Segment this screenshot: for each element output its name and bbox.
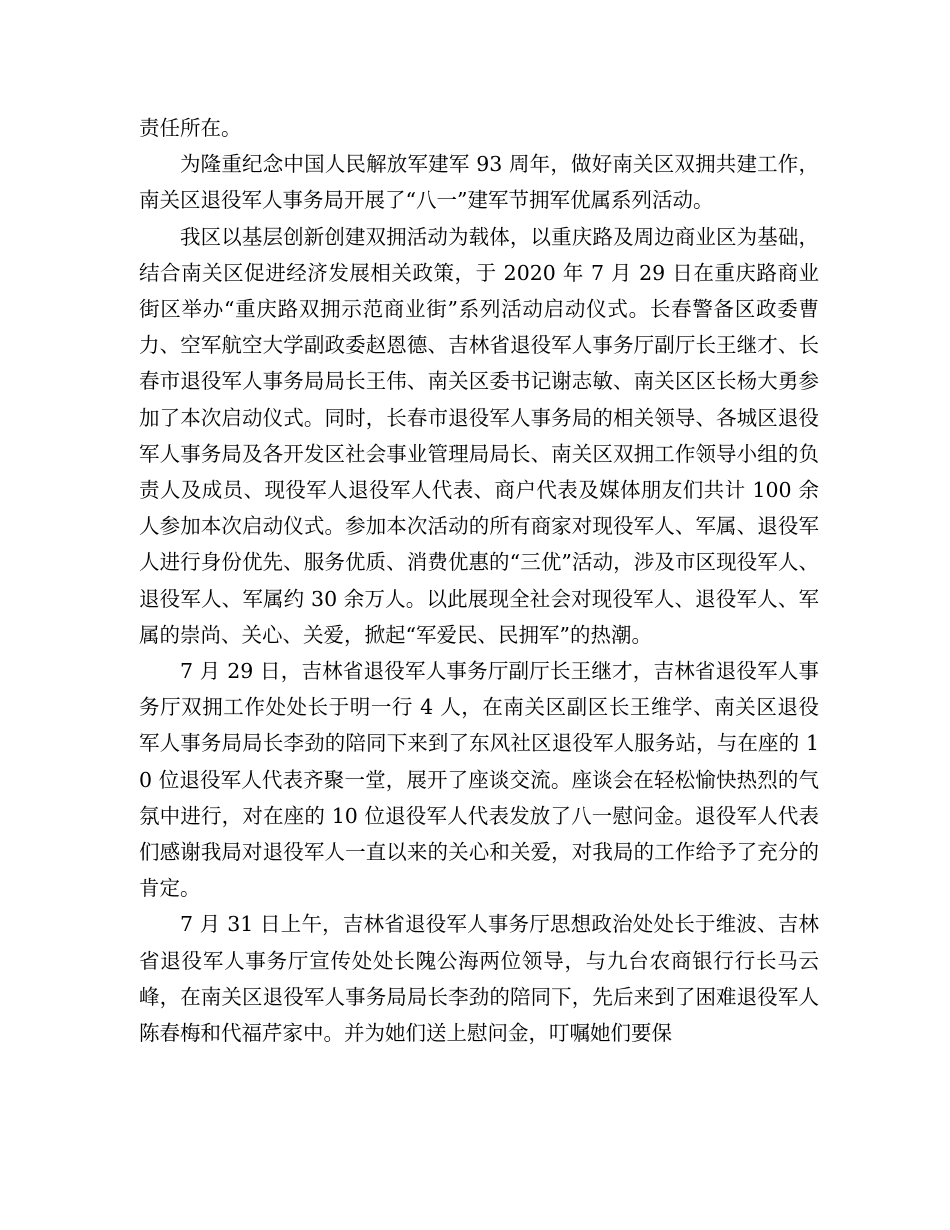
paragraph-july-31-visit: 7 月 31 日上午，吉林省退役军人事务厅思想政治处处长于维波、吉林省退役军人事务厅宣传处处长隗公海两位领导，与九台农商银行行长马云峰，在南关区退役军人事务局局长李劲的陪同下，先后来到了困难退役军人陈春梅和代福芹家中。并为她们送上慰问金，叮嘱她们要保 — [139, 912, 819, 1046]
paragraph-continuation: 责任所在。 — [139, 116, 242, 140]
paragraph-july-29-forum: 7 月 29 日，吉林省退役军人事务厅副厅长王继才，吉林省退役军人事务厅双拥工作处处长于明一行 4 人，在南关区副区长王维学、南关区退役军人事务局局长李劲的陪同下来到了东风社区退役军人服务站，与在座的 10 位退役军人代表齐聚一堂，展开了座谈交流。座谈会在轻松愉快热烈的气氛中进行，对在座的 10 位退役军人代表发放了八一慰问金。退役军人代表们感谢我局对退役军人一直以来的关心和关爱，对我局的工作给予了充分的肯定。 — [139, 659, 819, 901]
paragraph-launch-ceremony: 我区以基层创新创建双拥活动为载体，以重庆路及周边商业区为基础，结合南关区促进经济发展相关政策，于 2020 年 7 月 29 日在重庆路商业街区举办“重庆路双拥示范商业街”系列活动启动仪式。长春警备区政委曹力、空军航空大学副政委赵恩德、吉林省退役军人事务厅副厅长王继才、长春市退役军人事务局局长王伟、南关区委书记谢志敏、南关区区长杨大勇参加了本次启动仪式。同时，长春市退役军人事务局的相关领导、各城区退役军人事务局及各开发区社会事业管理局局长、南关区双拥工作领导小组的负责人及成员、现役军人退役军人代表、商户代表及媒体朋友们共计 100 余人参加本次启动仪式。参加本次活动的所有商家对现役军人、军属、退役军人进行身份优先、服务优质、消费优惠的“三优”活动，涉及市区现役军人、退役军人、军属约 30 余万人。以此展现全社会对现役军人、退役军人、军属的崇尚、关心、关爱，掀起“军爱民、民拥军”的热潮。 — [139, 224, 819, 647]
paragraph-anniversary-intro: 为隆重纪念中国人民解放军建军 93 周年，做好南关区双拥共建工作，南关区退役军人事务局开展了“八一”建军节拥军优属系列活动。 — [139, 152, 819, 213]
document-body — [139, 110, 819, 1051]
